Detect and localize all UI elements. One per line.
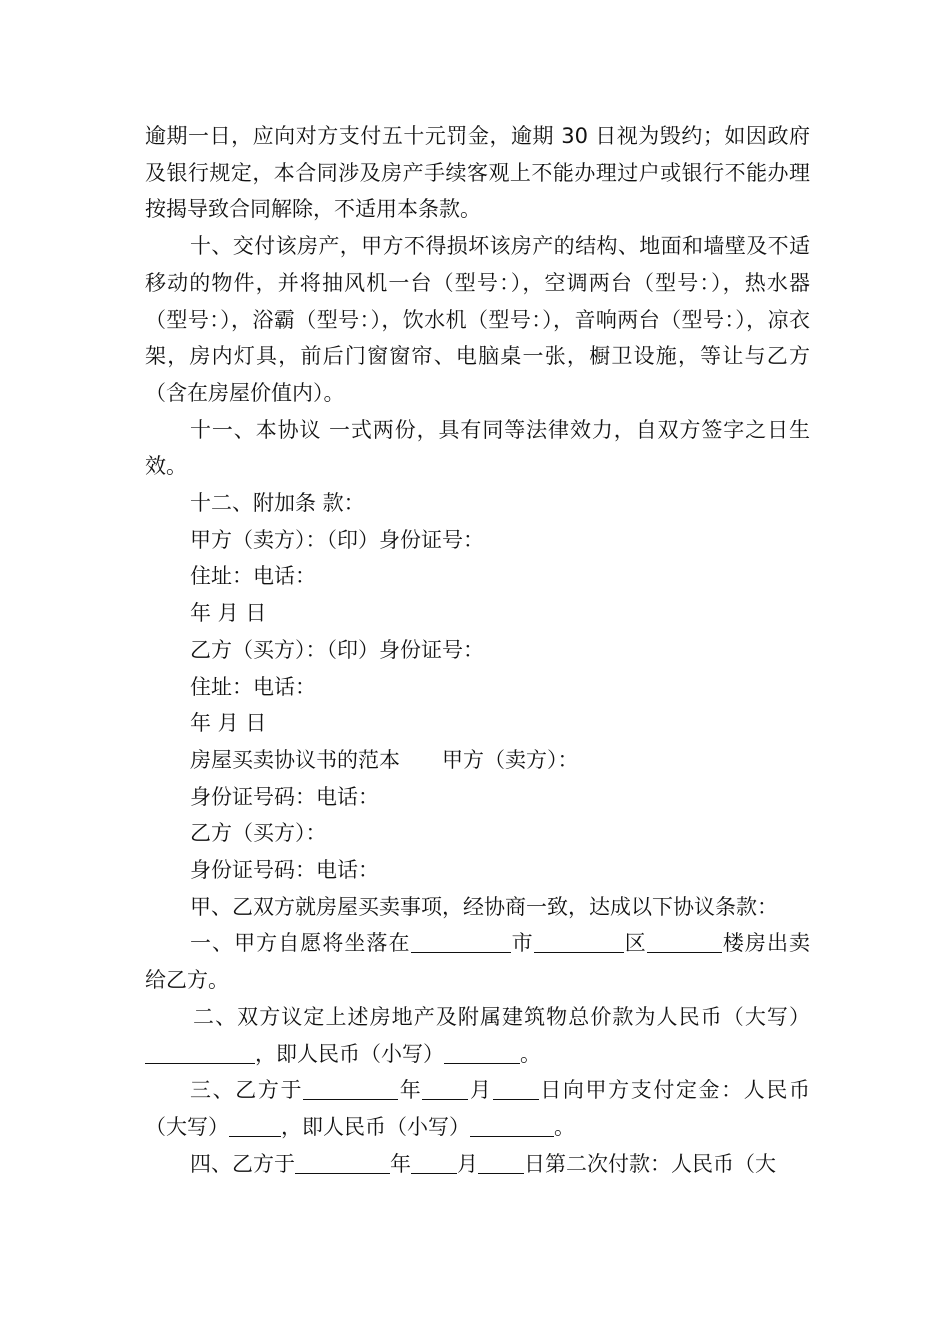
contract-text xyxy=(145,118,810,1182)
blank-deposit-lowercase xyxy=(470,1112,554,1137)
blank-total-uppercase xyxy=(145,1039,255,1064)
blank-day-2 xyxy=(478,1149,524,1174)
seller-address-phone: 住址：电话： xyxy=(190,564,316,589)
clause-3: 三、乙方于 年 月 日向甲方支付定金：人民币（大写） ，即人民币（小写） 。 xyxy=(145,1072,810,1145)
buyer-signature-line: 乙方（买方）：（印）身份证号： xyxy=(190,637,484,662)
blank-total-lowercase xyxy=(444,1039,520,1064)
template-title-line: 房屋买卖协议书的范本 甲方（卖方）： xyxy=(190,747,579,772)
seller-id-phone: 身份证号码：电话： xyxy=(190,784,379,809)
blank-deposit-uppercase xyxy=(229,1112,281,1137)
blank-year-2 xyxy=(295,1149,390,1174)
blank-month-2 xyxy=(411,1149,457,1174)
blank-building xyxy=(647,928,722,953)
buyer-line: 乙方（买方）： xyxy=(190,821,327,846)
paragraph-overdue-penalty: 逾期一日，应向对方支付五十元罚金，逾期 30 日视为毁约；如因政府及银行规定，本合同涉及房产手续客观上不能办理过户或银行不能办理按揭导致合同解除，不适用本条款。 xyxy=(145,124,810,222)
blank-district xyxy=(534,928,624,953)
blank-year xyxy=(303,1075,398,1100)
clause-1: 一、甲方自愿将坐落在 市 区 楼房出卖给乙方。 xyxy=(145,925,810,998)
agreement-intro: 甲、乙双方就房屋买卖事项，经协商一致，达成以下协议条款： xyxy=(190,894,778,919)
paragraph-clause-11: 十一、本协议 一式两份，具有同等法律效力，自双方签字之日生效。 xyxy=(145,417,810,479)
buyer-address-phone: 住址：电话： xyxy=(190,674,316,699)
blank-month xyxy=(422,1075,468,1100)
blank-day xyxy=(493,1075,539,1100)
blank-city xyxy=(411,928,511,953)
buyer-id-phone: 身份证号码：电话： xyxy=(190,858,379,883)
clause-4: 四、乙方于 年 月 日第二次付款：人民币（大 xyxy=(145,1146,810,1183)
paragraph-clause-10: 十、交付该房产，甲方不得损坏该房产的结构、地面和墙壁及不适移动的物件，并将抽风机一台（型号：），空调两台（型号：），热水器（型号：），浴霸（型号：），饮水机（型号：），音响两台（型号：），凉衣架，房内灯具，前后门窗窗帘、电脑桌一张，橱卫设施，等让与乙方（含在房屋价值内）。 xyxy=(145,234,810,405)
paragraph-clause-12: 十二、附加条 款： xyxy=(190,491,365,516)
clause-2: 二、双方议定上述房地产及附属建筑物总价款为人民币（大写），即人民币（小写） 。 xyxy=(145,999,810,1072)
buyer-date: 年 月 日 xyxy=(190,711,267,736)
seller-signature-line: 甲方（卖方）：（印）身份证号： xyxy=(190,527,484,552)
seller-date: 年 月 日 xyxy=(190,601,267,626)
